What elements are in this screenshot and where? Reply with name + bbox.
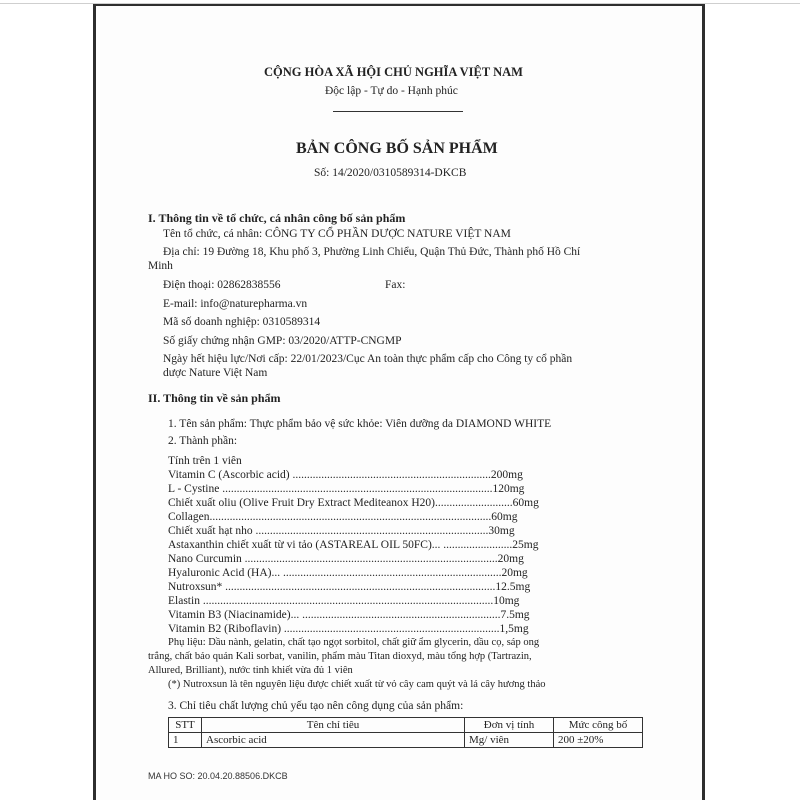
table-header-name: Tên chỉ tiêu xyxy=(202,718,465,733)
motto: Độc lập - Tự do - Hạnh phúc xyxy=(325,85,458,97)
org-name: Tên tổ chức, cá nhân: CÔNG TY CỔ PHẦN DƯỢC NATURE VIỆT NAM xyxy=(163,228,511,240)
product-name: 1. Tên sản phẩm: Thực phẩm bảo vệ sức khỏe: Viên dưỡng da DIAMOND WHITE xyxy=(168,418,552,430)
table-row xyxy=(169,733,643,748)
ingredient-line: Nano Curcumin ........................................................................................20mg xyxy=(168,553,524,565)
document-page xyxy=(93,4,705,800)
ingredient-line: Elastin .....................................................................................................10mg xyxy=(168,595,520,607)
table-header-stt: STT xyxy=(169,718,202,733)
ingredient-line: Vitamin B2 (Riboflavin) ...........................................................................1,5mg xyxy=(168,623,529,635)
business-code: Mã số doanh nghiệp: 0310589314 xyxy=(163,316,321,328)
ingredient-line: Hyaluronic Acid (HA)... ............................................................................20mg xyxy=(168,567,528,579)
nutroxsun-note: (*) Nutroxsun là tên nguyên liệu được chiết xuất từ vỏ cây cam quýt và lá cây hương thảo xyxy=(168,679,546,690)
document-title: BẢN CÔNG BỐ SẢN PHẨM xyxy=(296,140,498,157)
table-header-row xyxy=(169,718,643,733)
phone: Điện thoại: 02862838556 xyxy=(163,279,281,291)
email: E-mail: info@naturepharma.vn xyxy=(163,298,308,310)
dossier-code: MA HO SO: 20.04.20.88506.DKCB xyxy=(148,771,288,781)
ingredient-line: L - Cystine ..............................................................................................120mg xyxy=(168,483,525,495)
ingredient-line: Astaxanthin chiết xuất từ vi tảo (ASTAREAL OIL 50FC)... ........................25mg xyxy=(168,539,539,551)
header-underline xyxy=(333,111,463,112)
ingredient-line: Vitamin B3 (Niacinamide)... .....................................................................7.5mg xyxy=(168,609,530,621)
ingredient-line: Chiết xuất hạt nho .................................................................................30mg xyxy=(168,525,515,537)
fax: Fax: xyxy=(385,279,406,291)
table-cell-unit: Mg/ viên xyxy=(465,733,554,748)
quality-table xyxy=(168,717,643,748)
section-1-heading: I. Thông tin về tổ chức, cá nhân công bố sản phẩm xyxy=(148,211,406,225)
ingredient-line: Vitamin C (Ascorbic acid) .....................................................................200mg xyxy=(168,469,523,481)
ingredient-line: Chiết xuất oliu (Olive Fruit Dry Extract Mediteanox H20)...........................60mg xyxy=(168,497,539,509)
excipients-line-3: Allured, Brilliant), nước tinh khiết vừa đủ 1 viên xyxy=(148,665,353,676)
section-2-heading: II. Thông tin về sản phẩm xyxy=(148,391,281,405)
ingredient-line: Nutroxsun* ..............................................................................................12.5mg xyxy=(168,581,531,593)
excipients-line-2: trắng, chất bảo quản Kali sorbat, vanilin, phẩm màu Titan dioxyd, màu tổng hợp (Tartrazin, xyxy=(148,651,532,662)
validity-line-2: dược Nature Việt Nam xyxy=(163,367,268,379)
table-cell-level: 200 ±20% xyxy=(554,733,643,748)
table-header-unit: Đơn vị tính xyxy=(465,718,554,733)
table-cell-name: Ascorbic acid xyxy=(202,733,465,748)
excipients-line-1: Phụ liệu: Dầu nành, gelatin, chất tạo ngọt sorbitol, chất giữ ẩm glycerin, dầu cọ, sáp ong xyxy=(168,637,540,648)
address-line-1: Địa chỉ: 19 Đường 18, Khu phố 3, Phường Linh Chiểu, Quận Thủ Đức, Thành phố Hồ Chí xyxy=(163,246,581,258)
gmp-certificate: Số giấy chứng nhận GMP: 03/2020/ATTP-CNGMP xyxy=(163,335,402,347)
table-cell-stt: 1 xyxy=(169,733,202,748)
table-header-level: Mức công bố xyxy=(554,718,643,733)
ingredient-line: Collagen..................................................................................................60mg xyxy=(168,511,518,523)
quality-label: 3. Chỉ tiêu chất lượng chủ yếu tạo nên công dụng của sản phẩm: xyxy=(168,700,464,712)
per-unit-label: Tính trên 1 viên xyxy=(168,455,242,467)
address-line-2: Minh xyxy=(148,260,173,272)
validity-line-1: Ngày hết hiệu lực/Nơi cấp: 22/01/2023/Cục An toàn thực phẩm cấp cho Công ty cổ phần xyxy=(163,353,573,365)
country-header: CỘNG HÒA XÃ HỘI CHỦ NGHĨA VIỆT NAM xyxy=(264,65,523,79)
ingredients-label: 2. Thành phần: xyxy=(168,435,238,447)
document-number: Số: 14/2020/0310589314-DKCB xyxy=(314,167,467,179)
